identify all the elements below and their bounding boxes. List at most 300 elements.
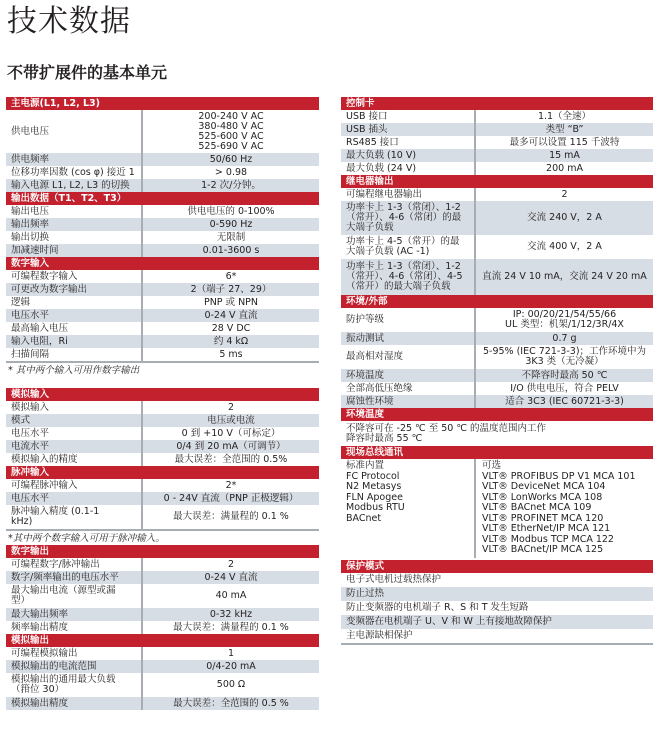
spec-value-line: 类型 “B” (545, 123, 584, 135)
spec-label-text: 脉冲输入精度 (0.1-1 kHz) (11, 506, 100, 527)
spec-value-line: 28 V DC (211, 322, 251, 334)
spec-value (143, 336, 319, 348)
spec-value (143, 454, 319, 466)
spec-value-line: 1-2 次/分钟。 (201, 179, 261, 191)
spec-value (143, 493, 319, 505)
spec-label (6, 621, 143, 634)
fieldbus-optional-list (476, 459, 653, 558)
spec-value-line: 0 到 +10 V（可标定） (181, 427, 281, 439)
spec-label-text: 腐蚀性环境 (346, 395, 394, 407)
spec-label-text: 逻辑 (11, 296, 31, 308)
spec-row (6, 153, 319, 166)
spec-row (6, 309, 319, 322)
spec-row (341, 188, 653, 201)
spec-value-line: 380-480 V AC (198, 120, 264, 132)
spec-value-line: 2 (227, 401, 235, 413)
spec-value (476, 150, 653, 162)
spec-value-line: 0.7 g (552, 332, 577, 344)
spec-value-line: 525-600 V AC (198, 130, 264, 142)
spec-value (143, 609, 319, 621)
spec-value (143, 206, 319, 218)
section-analog-out (6, 634, 319, 710)
spec-label (6, 608, 143, 621)
section-protection (341, 560, 653, 645)
spec-value-line: 0.01-3600 s (202, 244, 260, 256)
fieldbus-standard-item: 标准内置 (346, 460, 385, 471)
section-rows (6, 401, 319, 466)
spec-value (143, 511, 319, 523)
spec-row (6, 283, 319, 296)
spec-row (341, 162, 653, 175)
section-rows (341, 110, 653, 175)
spec-value-line: 直流 24 V 10 mA，交流 24 V 20 mA (482, 271, 647, 282)
spec-label-text: 振动测试 (346, 332, 385, 344)
section-header: 现场总线通讯 (341, 446, 653, 459)
spec-value (143, 349, 319, 361)
spec-row (341, 345, 653, 369)
spec-row (6, 205, 319, 218)
spec-label-text: 电压水平 (11, 427, 50, 439)
spec-label-text: 频率输出精度 (11, 621, 69, 633)
section-rows (6, 110, 319, 192)
section-header: 控制卡 (341, 97, 653, 110)
spec-value (476, 271, 653, 283)
spec-label (341, 110, 476, 123)
spec-value (476, 163, 653, 175)
page-subtitle: 不带扩展件的基本单元 (7, 63, 168, 82)
spec-row (6, 218, 319, 231)
spec-row (6, 673, 319, 697)
spec-label (6, 231, 143, 244)
spec-value (143, 661, 319, 673)
spec-value-line: 6* (225, 270, 237, 282)
spec-label-text: 输出电压 (11, 205, 50, 217)
spec-label-text: 模式 (11, 414, 31, 426)
section-header: 保护模式 (341, 560, 653, 573)
spec-value (143, 232, 319, 244)
spec-label-text: USB 接口 (346, 110, 388, 122)
spec-value-line: 最大误差：全范围的 0.5% (174, 453, 288, 465)
spec-value-line: 交流 240 V，2 A (527, 212, 602, 223)
spec-label-text: 最大负载 (24 V) (346, 162, 417, 174)
spec-label (6, 453, 143, 466)
spec-label (341, 369, 476, 382)
spec-value-line: 0 - 24V 直流（PNP 正极逻辑） (163, 492, 299, 504)
section-header: 继电器输出 (341, 175, 653, 188)
spec-value-line: 适合 3C3 (IEC 60721-3-3) (505, 395, 624, 407)
spec-value (143, 572, 319, 584)
spec-label (6, 335, 143, 348)
section-rows (6, 270, 319, 363)
spec-value (476, 111, 653, 123)
section-header: 数字输入 (6, 257, 319, 270)
spec-label (6, 166, 143, 179)
spec-row (6, 110, 319, 153)
spec-label (6, 218, 143, 231)
spec-row (6, 608, 319, 621)
spec-value (476, 212, 653, 224)
spec-value-line: 2（端子 27、29） (190, 283, 272, 295)
spec-label-text: 最高输入电压 (11, 322, 69, 334)
spec-row (341, 123, 653, 136)
spec-value-line: 0-590 Hz (209, 218, 253, 230)
spec-label (341, 259, 476, 295)
protection-item (341, 615, 653, 629)
spec-value-line: 1.1（全速） (537, 110, 592, 122)
spec-value-line: 2 (561, 188, 568, 200)
section-header: 模拟输入 (6, 388, 319, 401)
protection-item-text: 变频器在电机端子 U、V 和 W 上有接地故障保护 (346, 615, 552, 627)
fieldbus-standard-item: N2 Metasys (346, 481, 402, 492)
spec-row (6, 453, 319, 466)
ambient-temp-text (341, 421, 653, 446)
spec-label-text: 最大输出频率 (11, 608, 69, 620)
right-column (341, 97, 653, 645)
spec-label (6, 270, 143, 283)
fieldbus-optional-item: VLT® PROFIBUS DP V1 MCA 101 (482, 470, 636, 482)
spec-row (6, 166, 319, 179)
spec-label (6, 309, 143, 322)
spec-label (6, 205, 143, 218)
spec-row (341, 110, 653, 123)
spec-row (341, 136, 653, 149)
spec-value (476, 370, 653, 382)
spec-row (341, 332, 653, 345)
spec-row (6, 697, 319, 710)
fieldbus-optional-item: VLT® LonWorks MCA 108 (482, 491, 603, 503)
section-mains (6, 97, 319, 192)
spec-value (143, 297, 319, 309)
spec-label-text: 最大输出电流（源型或漏型） (11, 585, 116, 606)
spec-row (6, 427, 319, 440)
spec-label-text: 输出切换 (11, 231, 50, 243)
spec-value (476, 396, 653, 408)
section-analog-in (6, 388, 319, 466)
spec-label (6, 296, 143, 309)
spec-label (6, 647, 143, 660)
spec-label-text: 模拟输入 (11, 401, 50, 413)
protection-item (341, 629, 653, 643)
fieldbus-table (341, 459, 653, 558)
spec-value-line: 无限制 (216, 231, 246, 243)
spec-label (341, 188, 476, 201)
spec-value-line: 0-24 V 直流 (204, 309, 258, 321)
spec-label-text: 数字/频率输出的电压水平 (11, 571, 119, 583)
ambient-temp-line: 不降容可在 -25 ℃ 至 50 ℃ 的温度范围内工作 (346, 423, 547, 434)
spec-label (6, 153, 143, 166)
spec-value (476, 383, 653, 395)
spec-row (6, 647, 319, 660)
spec-label-text: 位移功率因数 (cos φ) 接近 1 (11, 166, 135, 178)
spec-value-line: I/O 供电电压，符合 PELV (510, 382, 619, 394)
spec-value-line: 500 Ω (216, 679, 246, 690)
spec-value-line: 0-32 kHz (209, 608, 253, 620)
section-header: 脉冲输入 (6, 466, 319, 479)
section-ambient-temp (341, 408, 653, 446)
spec-value (143, 245, 319, 257)
spec-value (143, 441, 319, 453)
spec-label-text: 环境温度 (346, 369, 385, 381)
spec-label (6, 110, 143, 153)
fieldbus-standard-item: BACnet (346, 512, 382, 524)
spec-row (6, 479, 319, 492)
spec-row (341, 308, 653, 332)
protection-item-text: 电子式电机过载热保护 (346, 573, 442, 585)
spec-label (341, 123, 476, 136)
spec-label-text: 输出频率 (11, 218, 50, 230)
spec-label (341, 395, 476, 408)
section-relay-out (341, 175, 653, 295)
section-fieldbus (341, 446, 653, 558)
fieldbus-standard-item: Modbus RTU (346, 502, 405, 513)
spec-label-text: 输入电源 L1, L2, L3 的切换 (11, 179, 130, 191)
spec-row (6, 244, 319, 257)
spec-label-text: 最大负载 (10 V) (346, 149, 417, 161)
spec-row (6, 231, 319, 244)
protection-item (341, 587, 653, 601)
spec-value (143, 648, 319, 660)
page-title: 技术数据 (7, 4, 131, 39)
spec-value-line: 电压或电流 (207, 414, 255, 426)
spec-value (143, 415, 319, 427)
spec-value-line: 200 mA (546, 162, 583, 174)
spec-value-line: 50/60 Hz (209, 153, 253, 165)
spec-label (341, 162, 476, 175)
spec-value-line: 最多可以设置 115 千波特 (509, 136, 620, 148)
spec-label (6, 401, 143, 414)
spec-label-text: 防护等级 (346, 314, 385, 325)
spec-value (143, 622, 319, 634)
left-column (6, 97, 319, 710)
spec-value-line: 525-690 V AC (198, 140, 264, 152)
spec-value (143, 271, 319, 283)
spec-row (341, 235, 653, 259)
fieldbus-standard-item: FLN Apogee (346, 491, 403, 503)
spec-value (143, 111, 319, 153)
spec-label (6, 322, 143, 335)
section-pulse-in (6, 466, 319, 545)
spec-label-text: 供电频率 (11, 153, 50, 165)
spec-value-line: 1 (227, 647, 235, 659)
spec-label-text: 可编程模拟输出 (11, 647, 78, 659)
section-header: 输出数据（T1、T2、T3） (6, 192, 319, 205)
section-rows (341, 308, 653, 408)
spec-label (6, 505, 143, 529)
spec-value-line: 供电电压的 0-100% (187, 205, 275, 217)
spec-value (476, 241, 653, 253)
spec-value-line: IP: 00/20/21/54/55/66 (512, 309, 617, 320)
spec-label-text: 可编程脉冲输入 (11, 479, 78, 491)
spec-row (341, 259, 653, 295)
section-environment (341, 295, 653, 408)
spec-value-line: 0/4 到 20 mA（可调节） (176, 440, 286, 452)
fieldbus-optional-item: VLT® DeviceNet MCA 104 (482, 481, 606, 492)
spec-label-text: 可更改为数字输出 (11, 283, 88, 295)
spec-value-line: 2 (227, 558, 235, 570)
protection-item-text: 防止过热 (346, 587, 385, 599)
spec-value-line: PNP 或 NPN (203, 296, 259, 308)
spec-row (6, 505, 319, 529)
spec-value (476, 124, 653, 136)
section-header: 环境/外部 (341, 295, 653, 308)
spec-label-text: 模拟输出的通用最大负载（箝位 30） (11, 674, 116, 695)
spec-value-line: 5 ms (219, 348, 243, 360)
protection-item-text: 防止变频器的电机端子 R、S 和 T 发生短路 (346, 601, 529, 613)
spec-value-line: 3K3 类（无冷凝） (525, 356, 604, 367)
spec-label-text: 扫描间隔 (11, 348, 50, 360)
spec-label-text: 可编程继电器输出 (346, 188, 423, 200)
spec-value-line: 5-95% (IEC 721-3-3)；工作环境中为 (482, 346, 647, 357)
protection-item (341, 601, 653, 615)
spec-label-text: 模拟输出精度 (11, 697, 69, 709)
spec-value (476, 333, 653, 345)
section-output (6, 192, 319, 257)
spec-value-line: 0-24 V 直流 (204, 571, 258, 583)
spec-label-text: 模拟输入的精度 (11, 453, 78, 465)
spec-row (6, 414, 319, 427)
spec-row (6, 270, 319, 283)
spec-row (6, 296, 319, 309)
spec-label (6, 179, 143, 192)
spec-label-text: 最高相对湿度 (346, 351, 404, 362)
spec-value-line: 0/4-20 mA (206, 660, 256, 672)
footnote: * 其中两个输入可用作数字输出 (8, 365, 140, 376)
spec-label (341, 332, 476, 345)
spec-value-line: 最大误差：满量程的 0.1 % (173, 511, 289, 522)
spec-label-text: USB 插头 (346, 123, 388, 135)
fieldbus-optional-item: VLT® EtherNet/IP MCA 121 (482, 523, 611, 534)
spec-label-text: 模拟输出的电流范围 (11, 660, 97, 672)
protection-item-text: 主电源缺相保护 (346, 629, 413, 641)
section-rows (6, 205, 319, 257)
spec-label (341, 382, 476, 395)
spacer (6, 377, 319, 388)
spec-row (6, 322, 319, 335)
spec-label-text: 加减速时间 (11, 244, 59, 256)
spec-label (341, 345, 476, 369)
footnote: *其中两个数字输入可用于脉冲输入。 (8, 533, 165, 544)
section-header: 数字输出 (6, 545, 319, 558)
spec-row (341, 395, 653, 408)
spec-label (6, 660, 143, 673)
spec-value (143, 428, 319, 440)
spec-label (341, 136, 476, 149)
spec-value (143, 154, 319, 166)
fieldbus-standard-item: FC Protocol (346, 470, 400, 482)
spec-label-text: 功率卡上 4-5（常开）的最大端子负载 (AC -1) (346, 236, 460, 257)
spec-value-line: 2* (225, 479, 237, 491)
fieldbus-optional-item: VLT® BACnet MCA 109 (482, 502, 592, 513)
ambient-temp-line: 降容时最高 55 ℃ (346, 433, 423, 444)
spec-label (6, 492, 143, 505)
spec-value (143, 284, 319, 296)
spec-label-text: 全部高低压绝缘 (346, 382, 413, 394)
spec-row (6, 401, 319, 414)
protection-item (341, 573, 653, 587)
spec-row (341, 149, 653, 162)
spec-label (6, 571, 143, 584)
spec-label-text: 可编程数字/脉冲输出 (11, 558, 100, 570)
spec-value-line: 交流 400 V，2 A (527, 241, 602, 252)
spec-label (6, 697, 143, 710)
spec-label (6, 584, 143, 608)
spec-row (6, 660, 319, 673)
spec-label-text: 电压水平 (11, 309, 50, 321)
spec-row (6, 179, 319, 192)
spec-label (341, 201, 476, 235)
spec-label (6, 348, 143, 361)
spec-value (476, 189, 653, 201)
spec-label-text: 可编程数字输入 (11, 270, 78, 282)
spec-label (6, 440, 143, 453)
spec-row (6, 492, 319, 505)
fieldbus-optional-item: VLT® BACnet/IP MCA 125 (482, 544, 604, 555)
spec-label-text: 功率卡上 1-3（常闭）、1-2（常开）、4-6（常闭）、4-5（常开）的最大端子负载 (346, 261, 463, 292)
spec-row (6, 335, 319, 348)
spec-label-text: 供电电压 (11, 125, 50, 137)
section-header: 环境温度 (341, 408, 653, 421)
spec-label (6, 558, 143, 571)
spec-row (6, 440, 319, 453)
spec-label (6, 414, 143, 427)
spec-label-text: 电压水平 (11, 492, 50, 504)
spec-label (6, 479, 143, 492)
spec-label (6, 427, 143, 440)
spec-value (143, 559, 319, 571)
spec-value-line: 最大误差：满量程的 0.1 % (173, 621, 289, 633)
spec-value-line: > 0.98 (214, 166, 248, 178)
spec-value-line: 最大误差：全范围的 0.5 % (173, 697, 289, 709)
fieldbus-optional-item: VLT® Modbus TCP MCA 122 (482, 533, 614, 545)
section-digital-out (6, 545, 319, 634)
spec-label-text: 功率卡上 1-3（常闭）、1-2（常开）、4-6（常闭）的最大端子负载 (346, 202, 462, 233)
spec-label (6, 283, 143, 296)
spec-value-line: 200-240 V AC (198, 110, 264, 122)
section-rows (6, 647, 319, 710)
spec-row (6, 621, 319, 634)
section-rows (6, 479, 319, 531)
protection-list (341, 573, 653, 645)
spec-row (6, 584, 319, 608)
spec-value (143, 698, 319, 710)
section-control-card (341, 97, 653, 175)
section-rows (341, 188, 653, 295)
spec-value (143, 402, 319, 414)
spec-value (143, 480, 319, 492)
spec-value (143, 323, 319, 335)
spec-value-line: 不降容时最高 50 ℃ (521, 369, 608, 381)
spec-value (143, 310, 319, 322)
spec-value-line: 15 mA (549, 149, 580, 161)
section-header: 主电源(L1, L2, L3) (6, 97, 319, 110)
spec-value-line: 40 mA (215, 590, 247, 601)
spec-value (143, 180, 319, 192)
section-digital-in (6, 257, 319, 377)
spec-value (476, 137, 653, 149)
spec-value-line: 约 4 kΩ (213, 335, 249, 347)
spec-row (6, 571, 319, 584)
spec-label (341, 235, 476, 259)
fieldbus-optional-item: 可选 (482, 460, 502, 471)
spec-label (341, 308, 476, 332)
spec-value-line: UL 类型：机架/1/12/3R/4X (505, 319, 624, 330)
fieldbus-optional-item: VLT® PROFINET MCA 120 (482, 512, 604, 524)
spec-row (341, 369, 653, 382)
spec-value (143, 219, 319, 231)
section-header: 模拟输出 (6, 634, 319, 647)
spec-row (341, 201, 653, 235)
spec-value (143, 167, 319, 179)
